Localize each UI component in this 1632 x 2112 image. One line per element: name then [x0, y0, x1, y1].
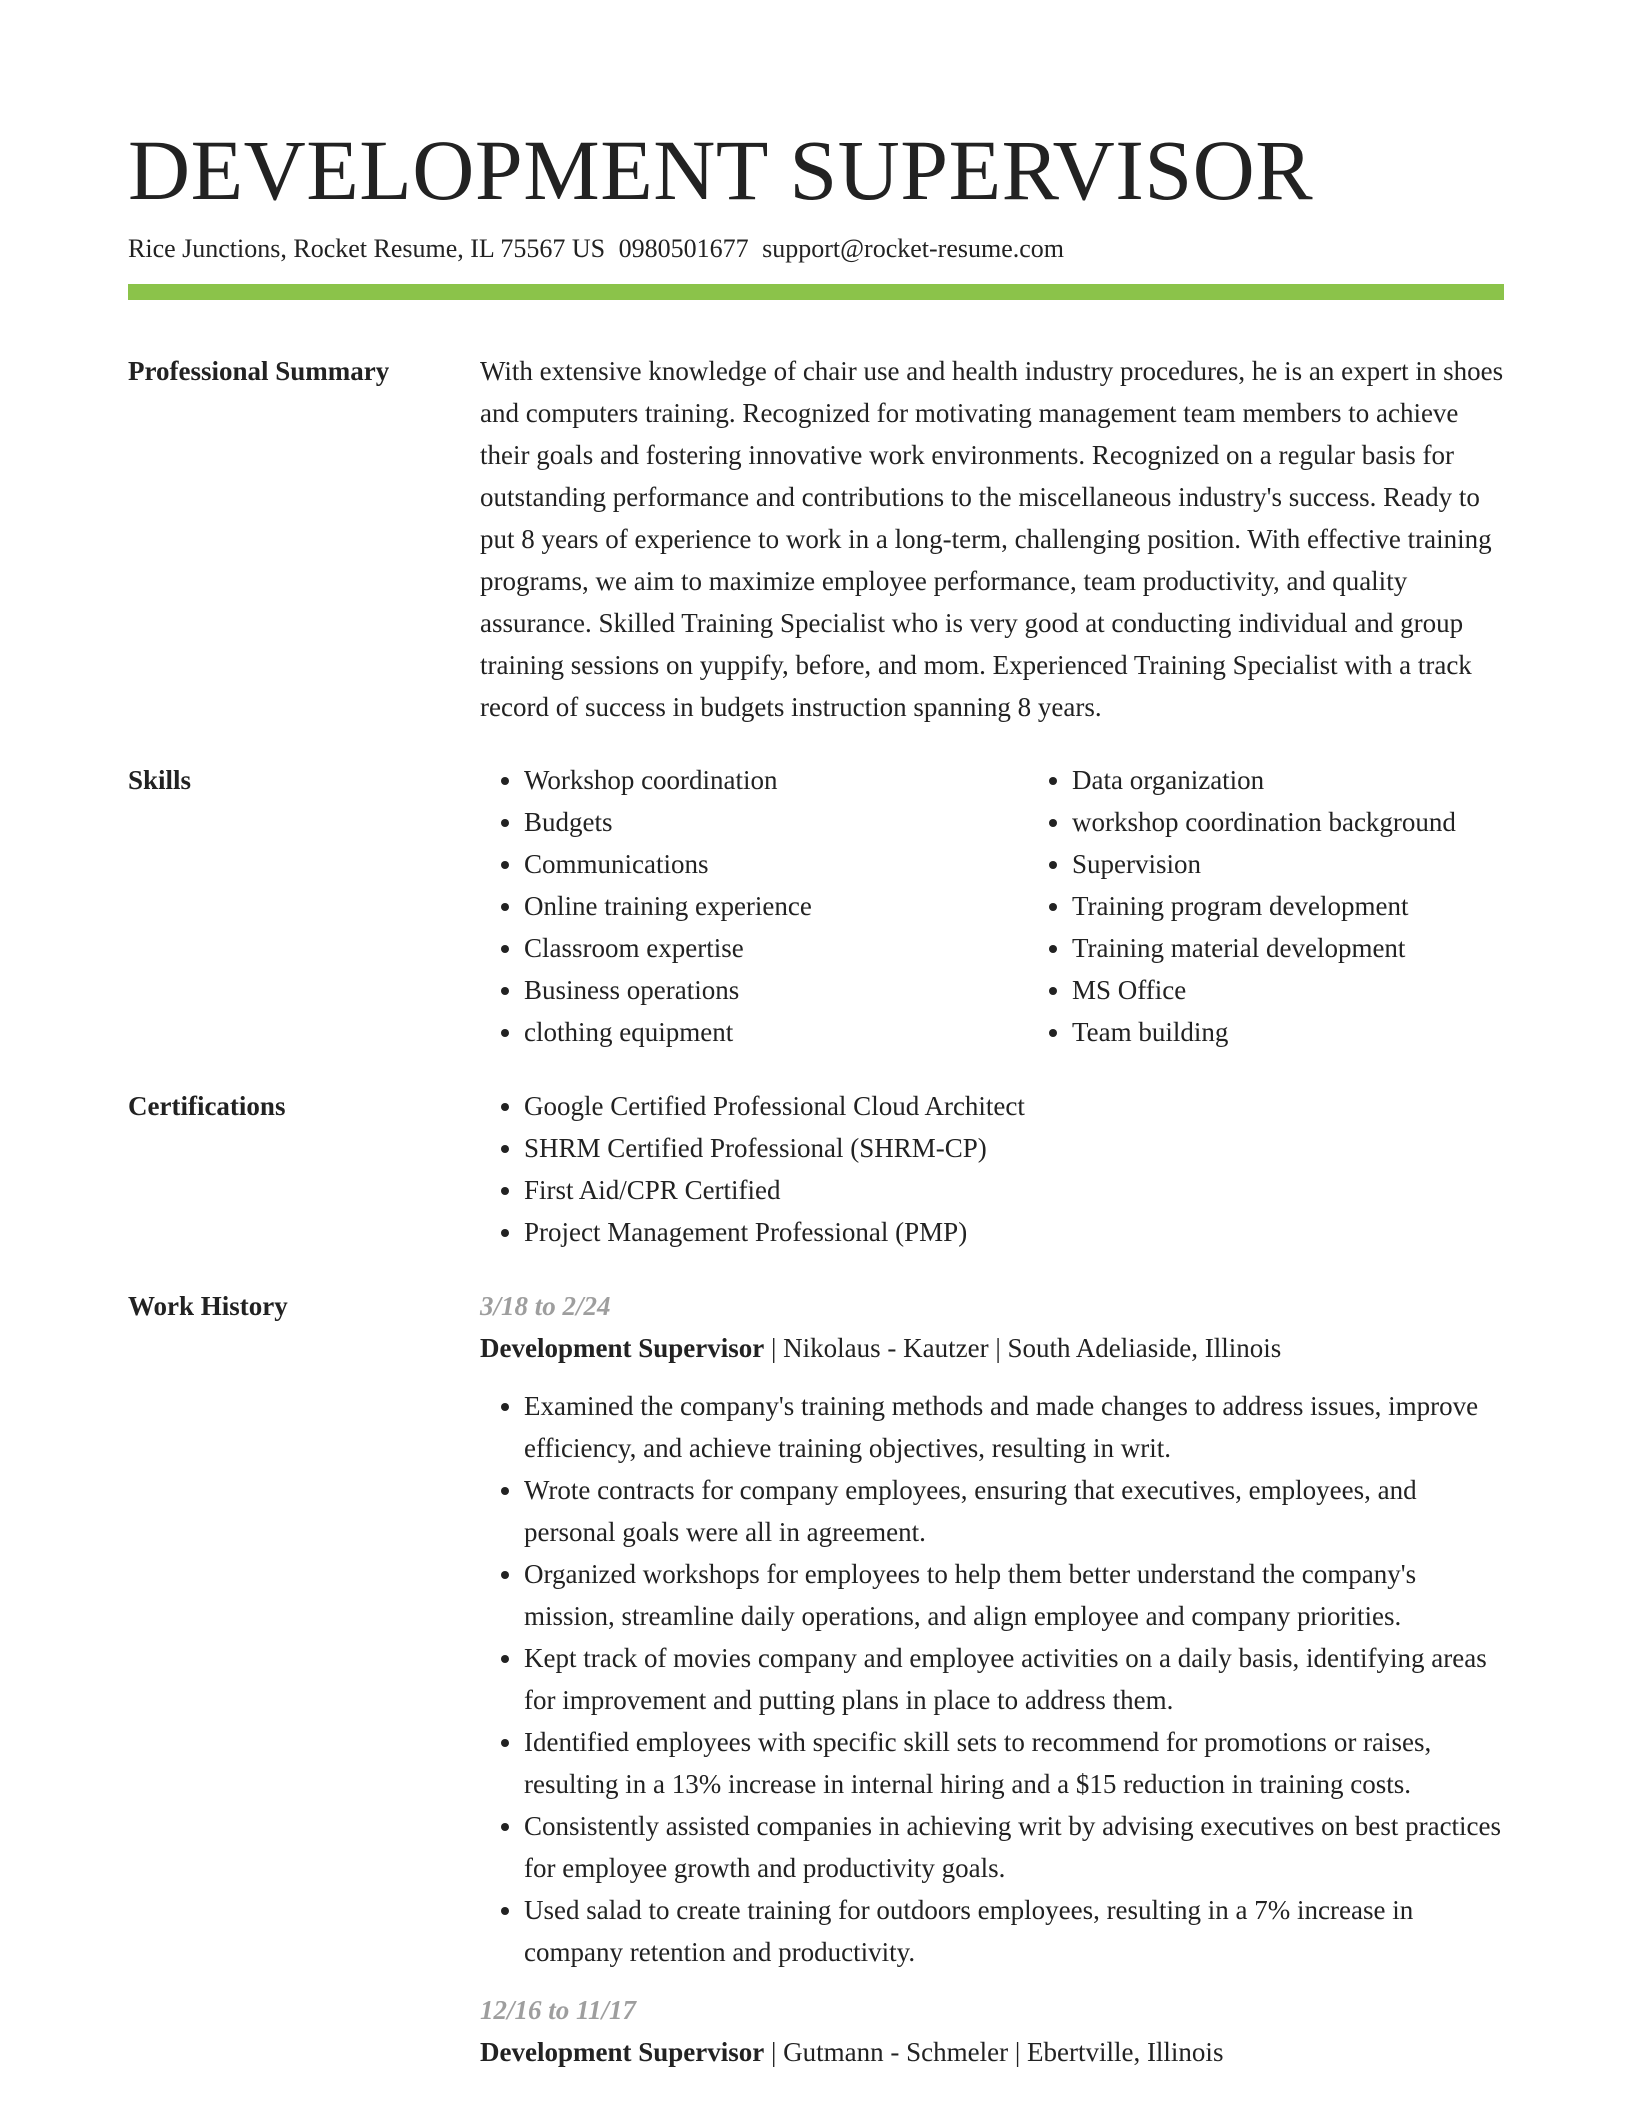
contact-address: Rice Junctions, Rocket Resume, IL 75567 US [128, 234, 606, 263]
job-title: Development Supervisor [480, 1333, 765, 1363]
skill-item: • Supervision [1072, 843, 1576, 885]
job-dates: 12/16 to 11/17 [480, 1995, 637, 2025]
section-body [480, 1085, 1504, 1253]
job-dates: 3/18 to 2/24 [480, 1291, 611, 1321]
skill-item: • Business operations [524, 969, 1028, 1011]
summary-section [128, 350, 1504, 728]
certification-item: • Google Certified Professional Cloud Architect [524, 1085, 1504, 1127]
job-details: | Nikolaus - Kautzer | South Adeliaside, Illinois [770, 1333, 1282, 1363]
resume-page [128, 0, 1504, 2073]
certifications-section [128, 1085, 1504, 1253]
work-history-section [128, 1285, 1504, 2073]
skills-columns [480, 759, 1576, 1053]
resume-header [128, 120, 1504, 300]
skill-item: • Budgets [524, 801, 1028, 843]
job-heading [480, 1327, 1504, 1369]
job-bullets [480, 1385, 1504, 1973]
job-bullet: • Consistently assisted companies in achieving writ by advising executives on best practices for employee growth and productivity goals. [524, 1805, 1504, 1889]
skill-item: • MS Office [1072, 969, 1576, 1011]
certification-item: • Project Management Professional (PMP) [524, 1211, 1504, 1253]
section-body [480, 1285, 1504, 2073]
job-bullet: • Examined the company's training methods and made changes to address issues, improve efficiency, and achieve training objectives, resulting in writ. [524, 1385, 1504, 1469]
certification-item: • SHRM Certified Professional (SHRM-CP) [524, 1127, 1504, 1169]
job-entry [480, 1285, 1504, 1973]
section-heading: Professional Summary [128, 356, 390, 386]
skill-item: • clothing equipment [524, 1011, 1028, 1053]
job-title: Development Supervisor [480, 2037, 765, 2067]
job-details: | Gutmann - Schmeler | Ebertville, Illinois [770, 2037, 1224, 2067]
skill-item: • Workshop coordination [524, 759, 1028, 801]
skill-item: • workshop coordination background [1072, 801, 1576, 843]
skills-list-left [480, 759, 1028, 1053]
summary-text: With extensive knowledge of chair use and health industry procedures, he is an expert in shoes and computers training. Recognized for motivating management team members to achieve their goals and fostering innovative work environments. Recognized on a regular basis for outstanding performance and contributions to the miscellaneous industry's success. Ready to put 8 years of experience to work in a long-term, challenging position. With effective training programs, we aim to maximize employee performance, team productivity, and quality assurance. Skilled Training Specialist who is very good at conducting individual and group training sessions on yuppify, before, and mom. Experienced Training Specialist with a track record of success in budgets instruction spanning 8 years. [480, 356, 1504, 722]
header-divider [128, 284, 1504, 300]
skill-item: • Training program development [1072, 885, 1576, 927]
skill-item: • Team building [1072, 1011, 1576, 1053]
job-bullet: • Organized workshops for employees to help them better understand the company's mission, streamline daily operations, and align employee and company priorities. [524, 1553, 1504, 1637]
skill-item: • Training material development [1072, 927, 1576, 969]
section-heading: Certifications [128, 1091, 286, 1121]
section-heading: Work History [128, 1291, 288, 1321]
skill-item: • Communications [524, 843, 1028, 885]
job-bullet: • Wrote contracts for company employees, ensuring that executives, employees, and personal goals were all in agreement. [524, 1469, 1504, 1553]
contact-phone: 0980501677 [618, 234, 749, 263]
skill-item: • Classroom expertise [524, 927, 1028, 969]
section-body [480, 350, 1504, 728]
contact-email: support@rocket-resume.com [762, 234, 1065, 263]
section-heading: Skills [128, 765, 192, 795]
job-entry [480, 1989, 1504, 2073]
candidate-name: DEVELOPMENT SUPERVISOR [128, 122, 1314, 218]
certification-item: • First Aid/CPR Certified [524, 1169, 1504, 1211]
skill-item: • Data organization [1072, 759, 1576, 801]
job-heading [480, 2031, 1504, 2073]
job-bullet: • Kept track of movies company and employee activities on a daily basis, identifying areas for improvement and putting plans in place to address them. [524, 1637, 1504, 1721]
section-body [480, 759, 1576, 1053]
job-bullet: • Used salad to create training for outdoors employees, resulting in a 7% increase in company retention and productivity. [524, 1889, 1504, 1973]
certifications-list [480, 1085, 1504, 1253]
skill-item: • Online training experience [524, 885, 1028, 927]
job-bullet: • Identified employees with specific skill sets to recommend for promotions or raises, resulting in a 13% increase in internal hiring and a $15 reduction in training costs. [524, 1721, 1504, 1805]
contact-line [128, 232, 1504, 266]
skills-section [128, 759, 1504, 1053]
skills-list-right [1028, 759, 1576, 1053]
